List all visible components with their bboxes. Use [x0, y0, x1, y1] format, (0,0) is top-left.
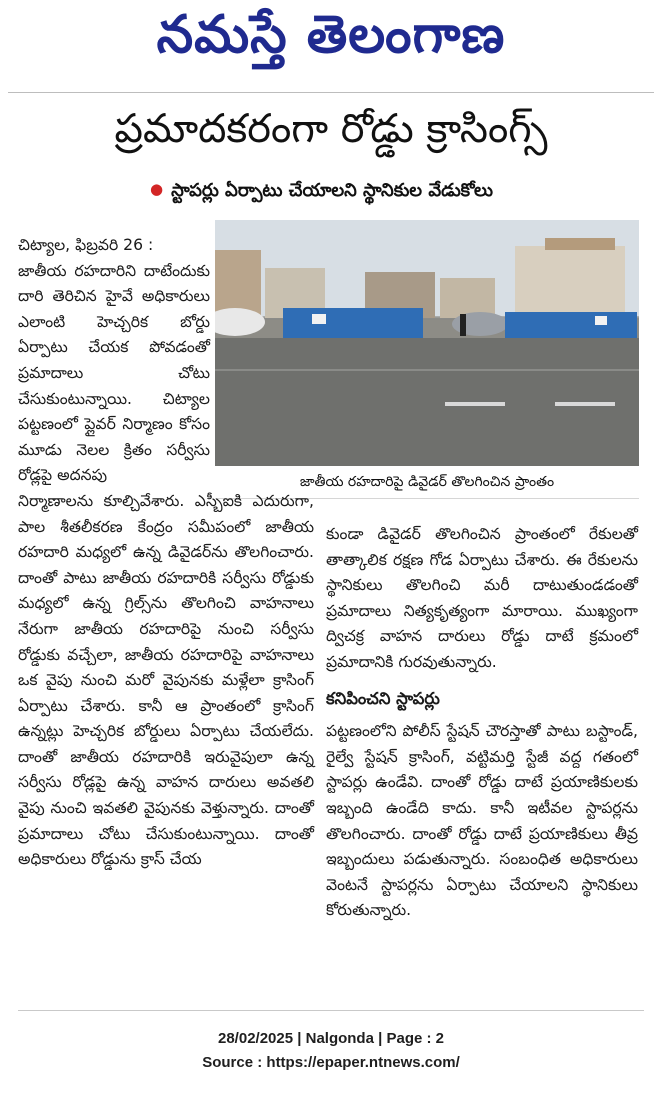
footer-date-edition-page: 28/02/2025 | Nalgonda | Page : 2: [218, 1030, 444, 1047]
article-paragraph-2: నిర్మాణాలను కూల్చివేశారు. ఎస్బీఐకి ఎదురుగా, పాల శీతలీకరణ కేంద్రం సమీపంలో జాతీయ రహదారి మధ్యలో ఉన్న డివైడర్‌ను తొలగించారు. దాంతో పాటు జాతీయ రహదారికి సర్వీసు రోడ్డుకు మధ్యలో ఉన్న గ్రిల్స్‌ను తొలగించి వాహనాలు నేరుగా జాతీయ రహదారిపై నుంచి సర్వీసు రోడ్డుకు వచ్చేలా, జాతీయ రహదారిపై వాహనాలు ఒక వైపు నుంచి మరో వైపునకు మళ్లేలా క్రాసింగ్ ఏర్పాటు చేశారు. కానీ ఆ ప్రాంతంలో క్రాసింగ్ ఉన్నట్లు హెచ్చరిక బోర్డులు ఏర్పాటు చేయలేదు. దాంతో జాతీయ రహదారికి ఇరువైపులా ఉన్న సర్వీసు రోడ్లపై ఉన్న వాహన దారులు అవతలి వైపు నుంచి ఇవతలి వైపునకు వెళ్తున్నారు. దాంతో ప్రమాదాలు చోటు చేసుకుంటున్నాయి. దాంతో అధికారులు రోడ్డును క్రాస్ చేయ: [18, 491, 314, 869]
article-right-column: [326, 522, 638, 924]
photo-caption: జాతీయ రహదారిపై డివైడర్ తొలగించిన ప్రాంతం: [215, 466, 639, 499]
left-column-top-block: [18, 233, 210, 489]
article-paragraph-4: పట్టణంలోని పోలీస్ స్టేషన్ చౌరస్తాతో పాటు బస్టాండ్, రైల్వే స్టేషన్ క్రాసింగ్, వట్టిమర్తి స్టేజీ వద్ద గతంలో స్టాపర్లు ఉండేవి. దాంతో రోడ్డు దాటే ప్రయాణికులకు ఇబ్బంది ఉండేది కాదు. కానీ ఇటీవల స్టాపర్లను తొలగించారు. దాంతో రోడ్డు దాటే ప్రయాణికులు తీవ్ర ఇబ్బందులు పడుతున్నారు. సంబంధిత అధికారులు వెంటనే స్టాపర్లను ఏర్పాటు చేయాలని స్థానికులు కోరుతున్నారు.: [326, 722, 638, 920]
footer-source: Source : https://epaper.ntnews.com/: [202, 1054, 460, 1071]
subheadline-text: స్టాపర్లు ఏర్పాటు చేయాలని స్థానికుల వేడుకోలు: [171, 180, 493, 201]
masthead-divider: [8, 92, 654, 93]
article-subheadline: [150, 180, 493, 205]
footer-divider: [18, 1010, 644, 1011]
article-left-column: [18, 233, 314, 873]
article-paragraph-1: జాతీయ రహదారిని దాటేందుకు దారి తెరిచిన హైవే అధికారులు ఎలాంటి హెచ్చరిక బోర్డు ఏర్పాటు చేయక పోవడంతో ప్రమాదాలు చోటు చేసుకుంటున్నాయి. చిట్యాల పట్టణంలో ప్లైవర్ నిర్మాణం కోసం మూడు నెలల క్రితం సర్వీసు రోడ్లపై అదనపు: [18, 261, 210, 485]
section-heading: కనిపించని స్టాపర్లు: [326, 688, 440, 708]
article-dateline: చిట్యాల, ఫిబ్రవరి 26 :: [18, 236, 154, 254]
newspaper-masthead: నమస్తే తెలంగాణ: [156, 4, 506, 65]
bullet-icon: ●: [150, 180, 164, 198]
article-headline: ప్రమాదకరంగా రోడ్డు క్రాసింగ్స్: [114, 106, 548, 152]
article-paragraph-3: కుండా డివైడర్ తొలగించిన ప్రాంతంలో రేకులతో తాత్కాలిక రక్షణ గోడ ఏర్పాటు చేశారు. ఈ రేకులను స్థానికులు తొలగించి మరీ దాటుతుండడంతో ప్రమాదాలు నిత్యకృత్యంగా మారాయి. ముఖ్యంగా ద్విచక్ర వాహన దారులు రోడ్డు దాటే క్రమంలో ప్రమాదానికి గురవుతున్నారు.: [326, 525, 638, 671]
